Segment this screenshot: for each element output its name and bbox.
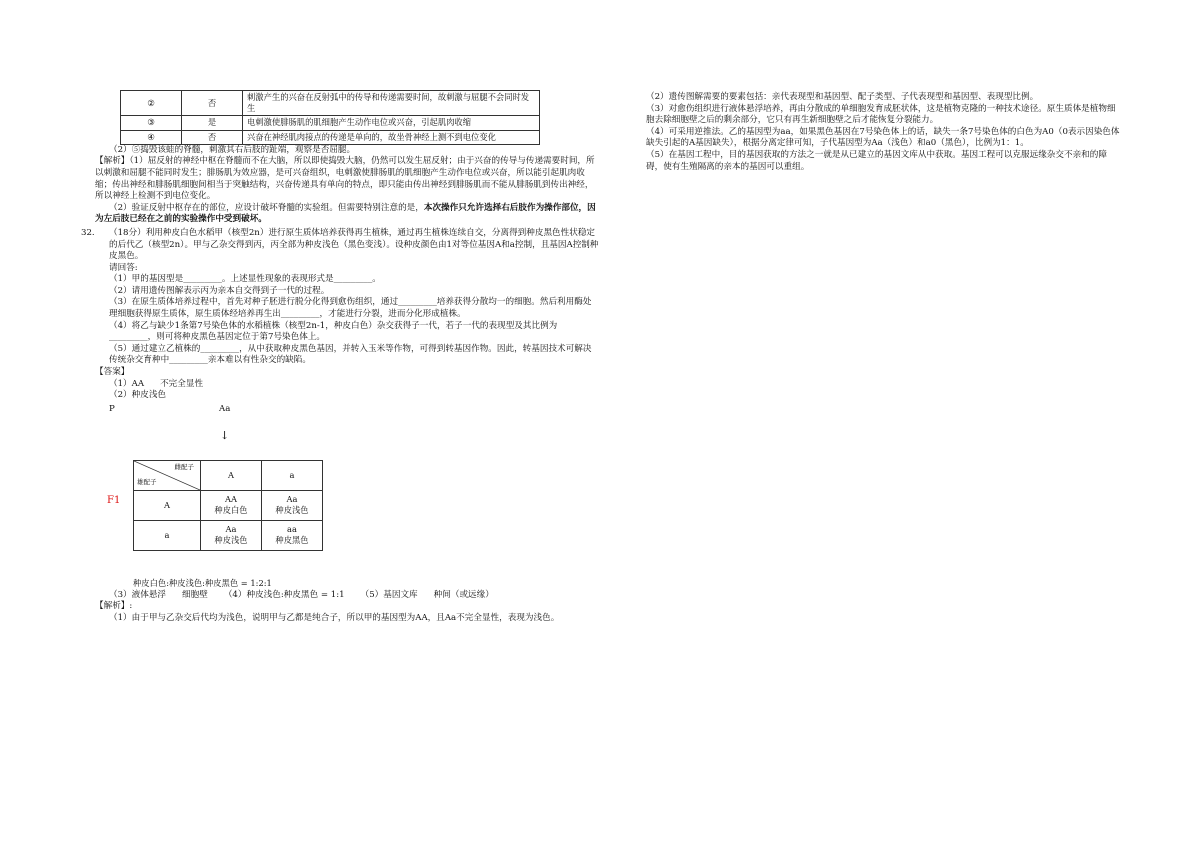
p-label: P <box>109 403 115 414</box>
punnett-cell <box>201 490 262 520</box>
please-answer: 请回答: <box>109 262 138 273</box>
question-32 <box>81 227 600 263</box>
table-cell-num: ④ <box>121 130 182 144</box>
question-number: 32. <box>81 227 95 238</box>
gamete-header-a: a <box>262 460 323 490</box>
punnett-cell <box>201 520 262 550</box>
analysis-text-1: （1）屈反射的神经中枢在脊髓而不在大脑，所以即使捣毁大脑，仍然可以发生屈反射；由于兴奋的传导与传递需要时间，所以刺激和屈腿不能同时发生；腓肠肌为效应器，是可兴奋组织，电刺激使腓肠肌的肌细胞产生动作电位或兴奋，所以能引起肌肉收缩；传出神经和腓肠肌细胞间相当于突触结构，兴奋传递具有单向的特点，即只能由传出神经到腓肠肌而不能从腓肠肌到传出神经，所以神经上检测不到电位变化。 <box>95 156 595 202</box>
cell-phenotype: 种皮白色 <box>214 505 248 516</box>
answer-label: 【答案】 <box>95 367 130 378</box>
analysis-paragraph-1 <box>95 156 600 202</box>
punnett-square <box>133 460 323 551</box>
analysis-text-2-bold: 本次操作只允许选择右后肢作为操作部位，因为左后肢已经在之前的实验操作中受到破坏。 <box>95 202 596 225</box>
table-cell-num: ② <box>121 91 182 116</box>
table-cell-judge: 是 <box>182 116 243 130</box>
cell-genotype: AA <box>225 494 237 505</box>
table-cell-text: 电刺激使腓肠肌的肌细胞产生动作电位或兴奋，引起肌肉收缩 <box>243 116 540 130</box>
cell-phenotype: 种皮浅色 <box>275 505 309 516</box>
gamete-header-A: A <box>201 460 262 490</box>
analysis-q3: （3）对愈伤组织进行液体悬浮培养，再由分散成的单细胞发育成胚状体，这是植物克隆的一种技术途径。原生质体是植物细胞去除细胞壁之后的剩余部分，它只有再生新细胞壁之后才能恢复分裂能力。 <box>646 103 1116 126</box>
punnett-cell <box>262 490 323 520</box>
table-cell-text: 兴奋在神经肌肉接点的传递是单向的，故坐骨神经上测不到电位变化 <box>243 130 540 144</box>
analysis-q4: （4）可采用逆推法。乙的基因型为aa，如果黑色基因在7号染色体上的话，缺失一条7号染色体的白色为A0（0表示因染色体缺失引起的A基因缺失），根据分离定律可知，子代基因型为Aa（浅色）和a0（黑色），比例为1：1。 <box>646 126 1120 149</box>
table-cell-judge: 否 <box>182 130 243 144</box>
answer-3: （3）液体悬浮 <box>109 589 167 600</box>
answer-2: （2）⑤捣毁该蛙的脊髓，刺激其右后肢的趾端，观察是否屈腿。 <box>109 144 356 155</box>
male-gamete-label: 雄配子 <box>137 478 157 487</box>
analysis-label: 【解析】 <box>95 156 130 167</box>
answer-3b: 细胞壁 <box>182 589 208 600</box>
cell-genotype: Aa <box>286 494 298 505</box>
cell-phenotype: 种皮黑色 <box>275 535 309 546</box>
analysis-text-2: （2）验证反射中枢存在的部位，应设计破坏脊髓的实验组。但需要特别注意的是， <box>109 202 424 213</box>
sub-question-3: （3）在原生质体培养过程中，首先对种子胚进行脱分化得到愈伤组织，通过_________培养获得分散均一的细胞。然后利用酶处理细胞获得原生质体，原生质体经培养再生出_________，才能进行分裂，进而分化形成植株。 <box>109 297 592 320</box>
table-row <box>121 91 540 116</box>
f1-label: F1 <box>107 494 121 506</box>
right-column <box>632 92 1120 173</box>
table-row <box>121 116 540 130</box>
answer-3-4-5 <box>95 590 600 602</box>
table-cell-judge: 否 <box>182 91 243 116</box>
analysis-paragraph-2 <box>95 203 600 226</box>
punnett-corner <box>134 460 201 490</box>
analysis-q5: （5）在基因工程中，目的基因获取的方法之一就是从已建立的基因文库从中获取。基因工程可以克服远缘杂交不亲和的障碍，使有生殖隔离的亲本的基因可以重组。 <box>646 149 1107 172</box>
analysis-q1: （1）由于甲与乙杂交后代均为浅色，说明甲与乙都是纯合子，所以甲的基因型为AA，且Aa不完全显性，表现为浅色。 <box>109 613 560 623</box>
punnett-cell <box>262 520 323 550</box>
parent-genotype: Aa <box>219 403 231 414</box>
table-row <box>121 130 540 144</box>
answer-table <box>120 90 540 145</box>
cell-phenotype: 种皮浅色 <box>214 535 248 546</box>
analysis-q2: （2）遗传图解需要的要素包括：亲代表现型和基因型、配子类型、子代表现型和基因型、表现型比例。 <box>646 92 1039 102</box>
phenotype-ratio: 种皮白色:种皮浅色:种皮黑色 = 1:2:1 <box>133 577 272 588</box>
table-cell-text: 刺激产生的兴奋在反射弧中的传导和传递需要时间，故刺激与屈腿不会同时发生 <box>243 91 540 116</box>
gamete-row-a: a <box>134 520 201 550</box>
analysis-label-2: 【解析】: <box>95 601 133 612</box>
cell-genotype: aa <box>287 524 297 535</box>
sub-question-2: （2）请用遗传图解表示丙为亲本自交得到子一代的过程。 <box>109 285 330 296</box>
down-arrow-icon: ↓ <box>220 428 230 442</box>
sub-question-4: （4）将乙与缺少1条第7号染色体的水稻植株（核型2n-1，种皮白色）杂交获得子一代，若子一代的表现型及其比例为_________，则可将种皮黑色基因定位于第7号染色体上。 <box>109 320 558 343</box>
answer-1-genotype: （1）AA <box>109 378 145 389</box>
question-stem: （18分）利用种皮白色水稻甲（核型2n）进行原生质体培养获得再生植株，通过再生植株连续自交，分离得到种皮黑色性状稳定的后代乙（核型2n）。甲与乙杂交得到丙，丙全部为种皮浅色（黑色变浅）。设种皮颜色由1对等位基因A和a控制，且基因A控制种皮黑色。 <box>109 227 599 262</box>
answer-5: （5）基因文库 <box>360 589 418 600</box>
answer-1 <box>95 379 600 391</box>
answer-1-text: 不完全显性 <box>160 378 204 389</box>
answer-2b: （2）种皮浅色 <box>109 390 167 401</box>
answer-5b: 种间（或远缘） <box>433 589 494 600</box>
sub-question-5: （5）通过建立乙植株的_________，从中获取种皮黑色基因，并转入玉米等作物，可得到转基因作物。因此，转基因技术可解决传统杂交育种中_________亲本难以有性杂交的缺陷。 <box>109 343 592 366</box>
sub-question-1: （1）甲的基因型是_________。上述显性现象的表现形式是_________。 <box>109 274 381 285</box>
left-column <box>81 90 600 625</box>
answer-4: （4）种皮浅色:种皮黑色 = 1:1 <box>223 589 345 600</box>
table-cell-num: ③ <box>121 116 182 130</box>
cell-genotype: Aa <box>225 524 237 535</box>
female-gamete-label: 雌配子 <box>174 462 194 471</box>
gamete-row-A: A <box>134 490 201 520</box>
genetic-diagram <box>109 402 600 590</box>
